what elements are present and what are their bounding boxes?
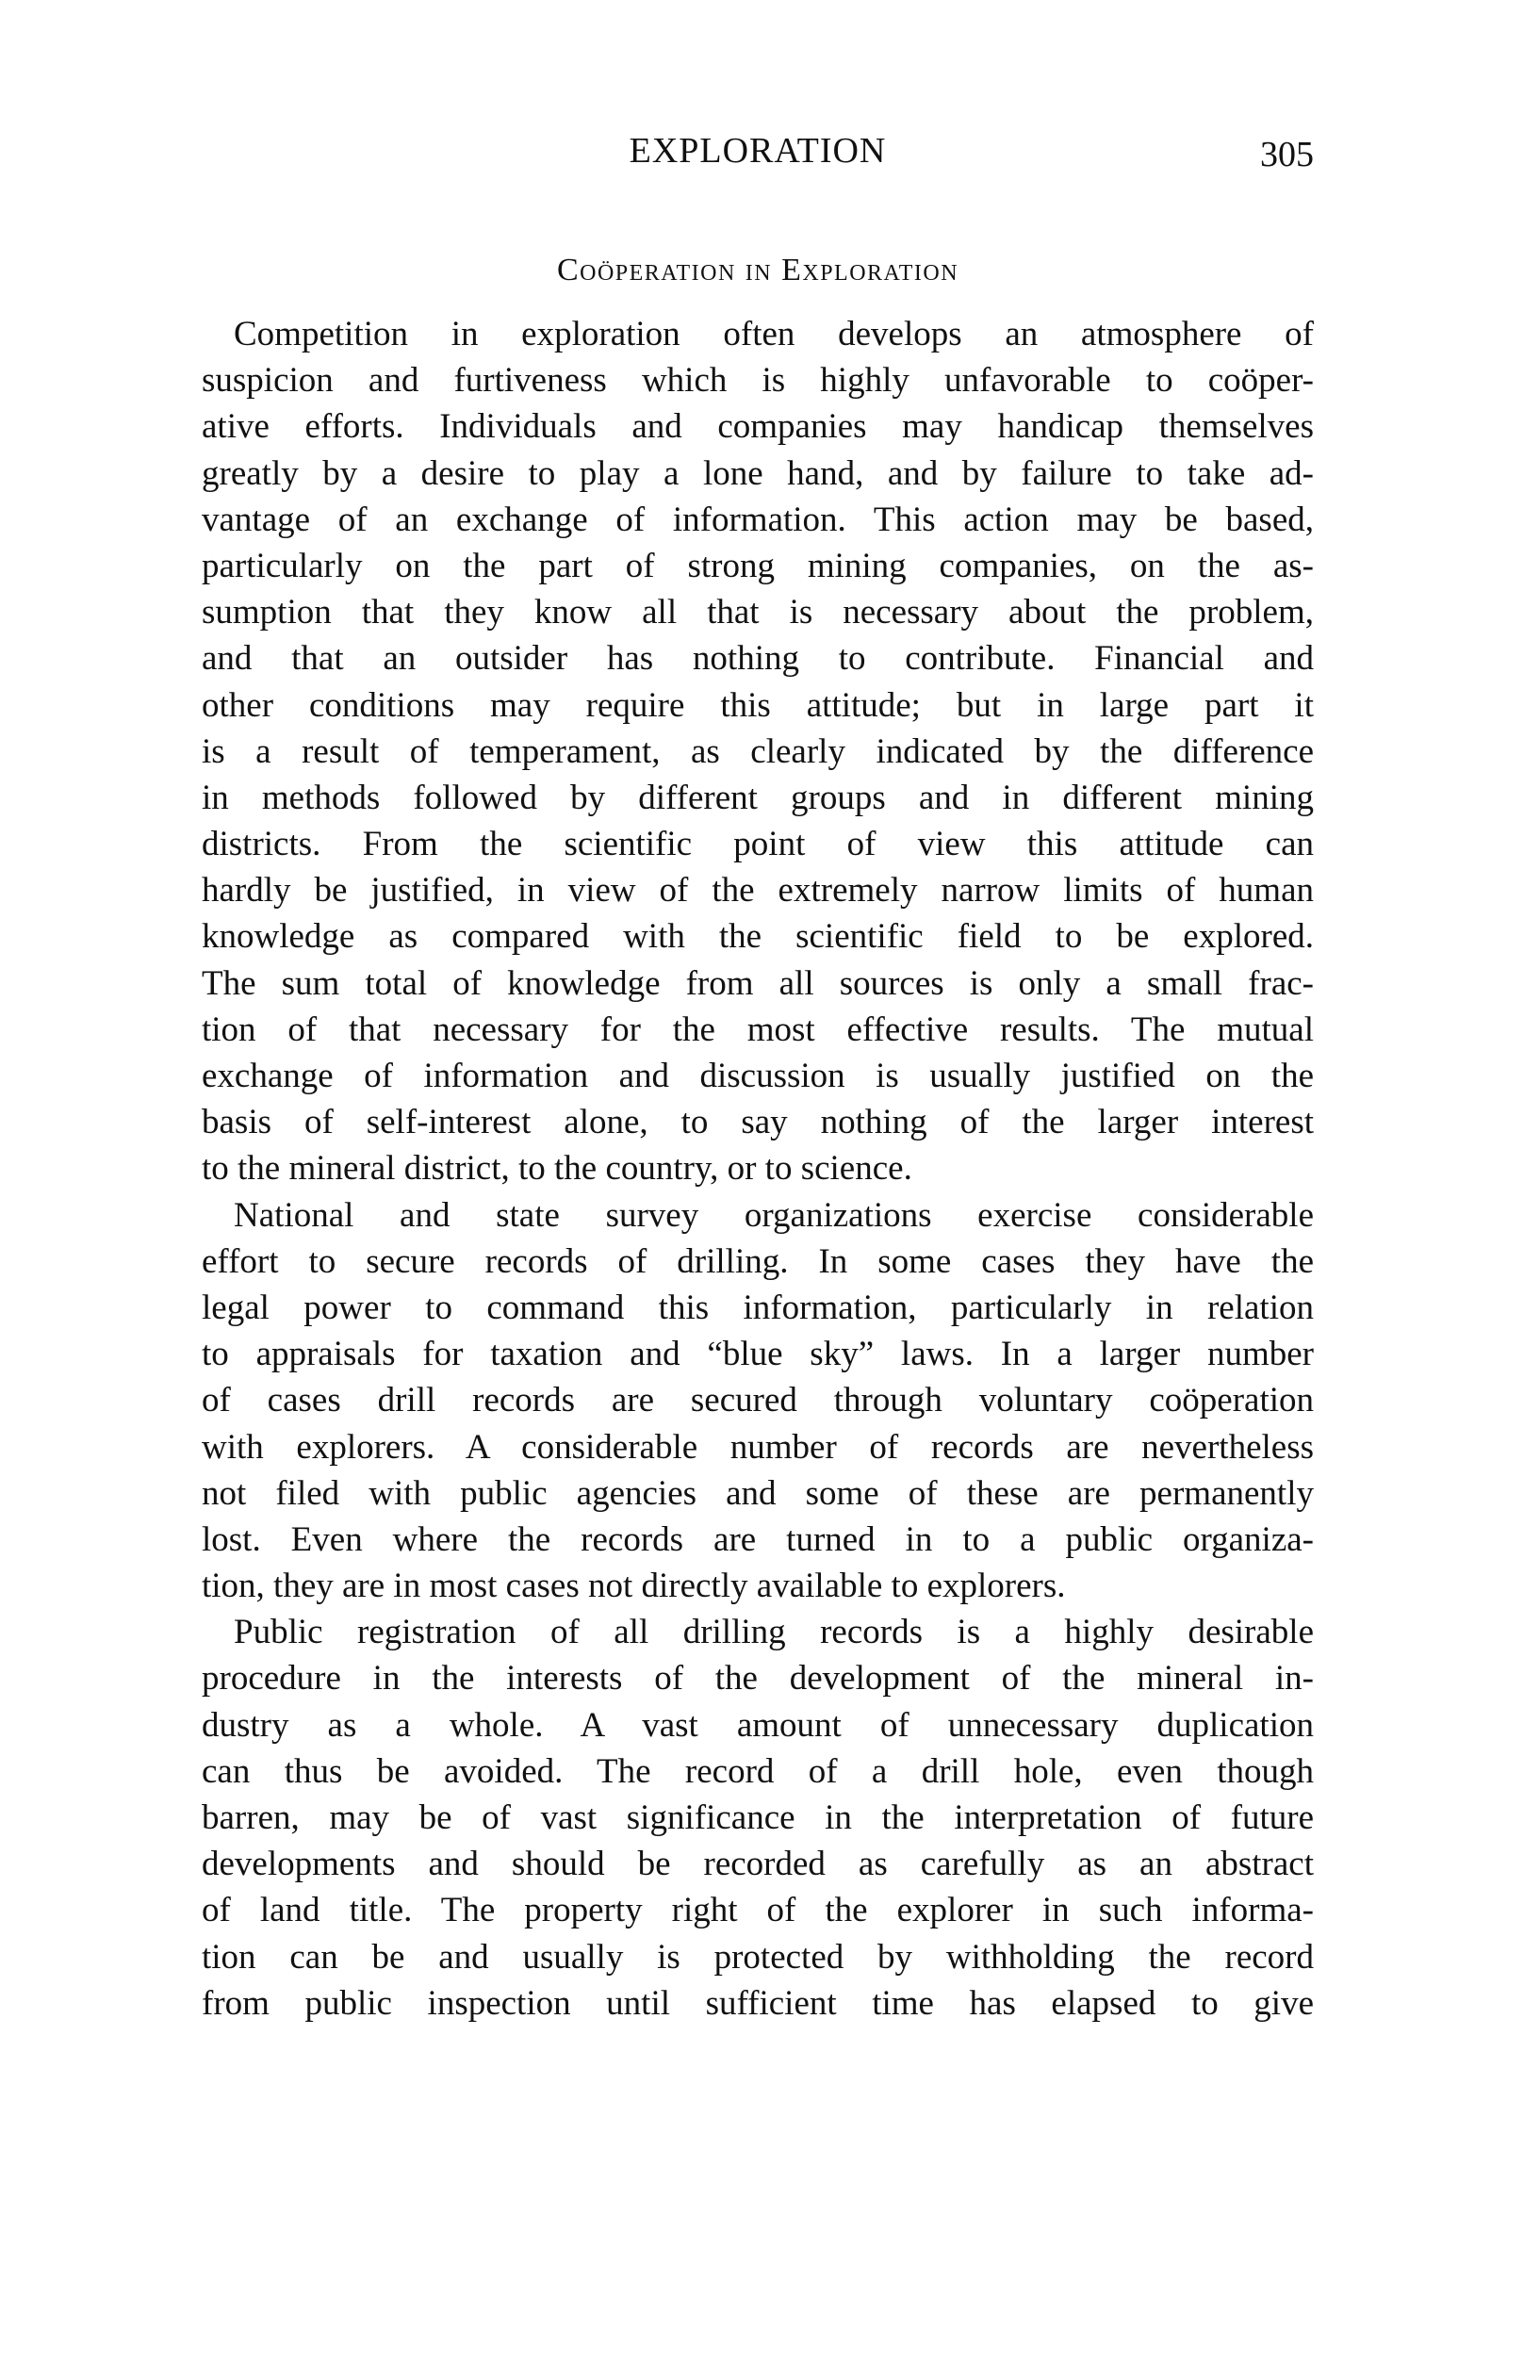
text-line: effort to secure records of drilling. In some cases they have the [202,1241,1314,1281]
paragraph [202,1609,1314,2027]
text-line: to the mineral district, to the country, or to science. [202,1149,912,1189]
text-line: with explorers. A considerable number of records are nevertheless [202,1427,1314,1467]
text-line: sumption that they know all that is necessary about the problem, [202,593,1314,632]
text-line: other conditions may require this attitude; but in large part it [202,685,1314,725]
text-line: Public registration of all drilling records is a highly desirable [234,1613,1314,1652]
text-line: is a result of temperament, as clearly indicated by the difference [202,731,1314,771]
text-line: tion, they are in most cases not directly available to explorers. [202,1567,1066,1606]
text-line: developments and should be recorded as carefully as an abstract [202,1845,1314,1884]
running-head [202,130,1314,187]
section-title: Coöperation in Exploration [556,253,959,287]
text-line: knowledge as compared with the scientific field to be explored. [202,917,1314,957]
text-line: National and state survey organizations exercise considerable [234,1195,1314,1235]
running-head-title: EXPLORATION [629,131,887,171]
text-line: ative efforts. Individuals and companies may handicap themselves [202,407,1314,447]
text-line: legal power to command this information, particularly in relation [202,1288,1314,1327]
text-line: districts. From the scientific point of view this attitude can [202,825,1314,864]
text-line: can thus be avoided. The record of a drill hole, even though [202,1751,1314,1791]
body-text [202,311,1314,2027]
text-line: tion can be and usually is protected by withholding the record [202,1937,1314,1977]
page-number: 305 [1260,135,1314,174]
text-line: basis of self-interest alone, to say nothing of the larger interest [202,1103,1314,1142]
paragraph [202,311,1314,1192]
text-line: The sum total of knowledge from all sources is only a small frac- [202,963,1314,1003]
text-line: to appraisals for taxation and “blue sky” laws. In a larger number [202,1335,1314,1374]
text-line: of cases drill records are secured through voluntary coöperation [202,1381,1314,1420]
text-line: barren, may be of vast significance in the interpretation of future [202,1798,1314,1837]
text-line: and that an outsider has nothing to contribute. Financial and [202,639,1314,679]
text-line: procedure in the interests of the development of the mineral in- [202,1659,1314,1699]
text-line: of land title. The property right of the explorer in such informa- [202,1891,1314,1930]
text-line: particularly on the part of strong mining companies, on the as- [202,546,1314,585]
paragraph [202,1192,1314,1610]
text-line: Competition in exploration often develops an atmosphere of [234,315,1314,353]
text-line: not filed with public agencies and some of these are permanently [202,1473,1314,1513]
text-line: from public inspection until sufficient time has elapsed to give [202,1983,1314,2023]
text-line: suspicion and furtiveness which is highly unfavorable to coöper- [202,361,1314,401]
text-line: tion of that necessary for the most effective results. The mutual [202,1009,1314,1049]
text-line: greatly by a desire to play a lone hand, and by failure to take ad- [202,453,1314,493]
text-line: exchange of information and discussion is usually justified on the [202,1057,1314,1095]
text-line: vantage of an exchange of information. This action may be based, [202,500,1314,539]
text-line: dustry as a whole. A vast amount of unnecessary duplication [202,1705,1314,1745]
text-line: in methods followed by different groups and in different mining [202,778,1314,817]
text-line: lost. Even where the records are turned in to a public organiza- [202,1519,1314,1559]
text-line: hardly be justified, in view of the extremely narrow limits of human [202,871,1314,911]
